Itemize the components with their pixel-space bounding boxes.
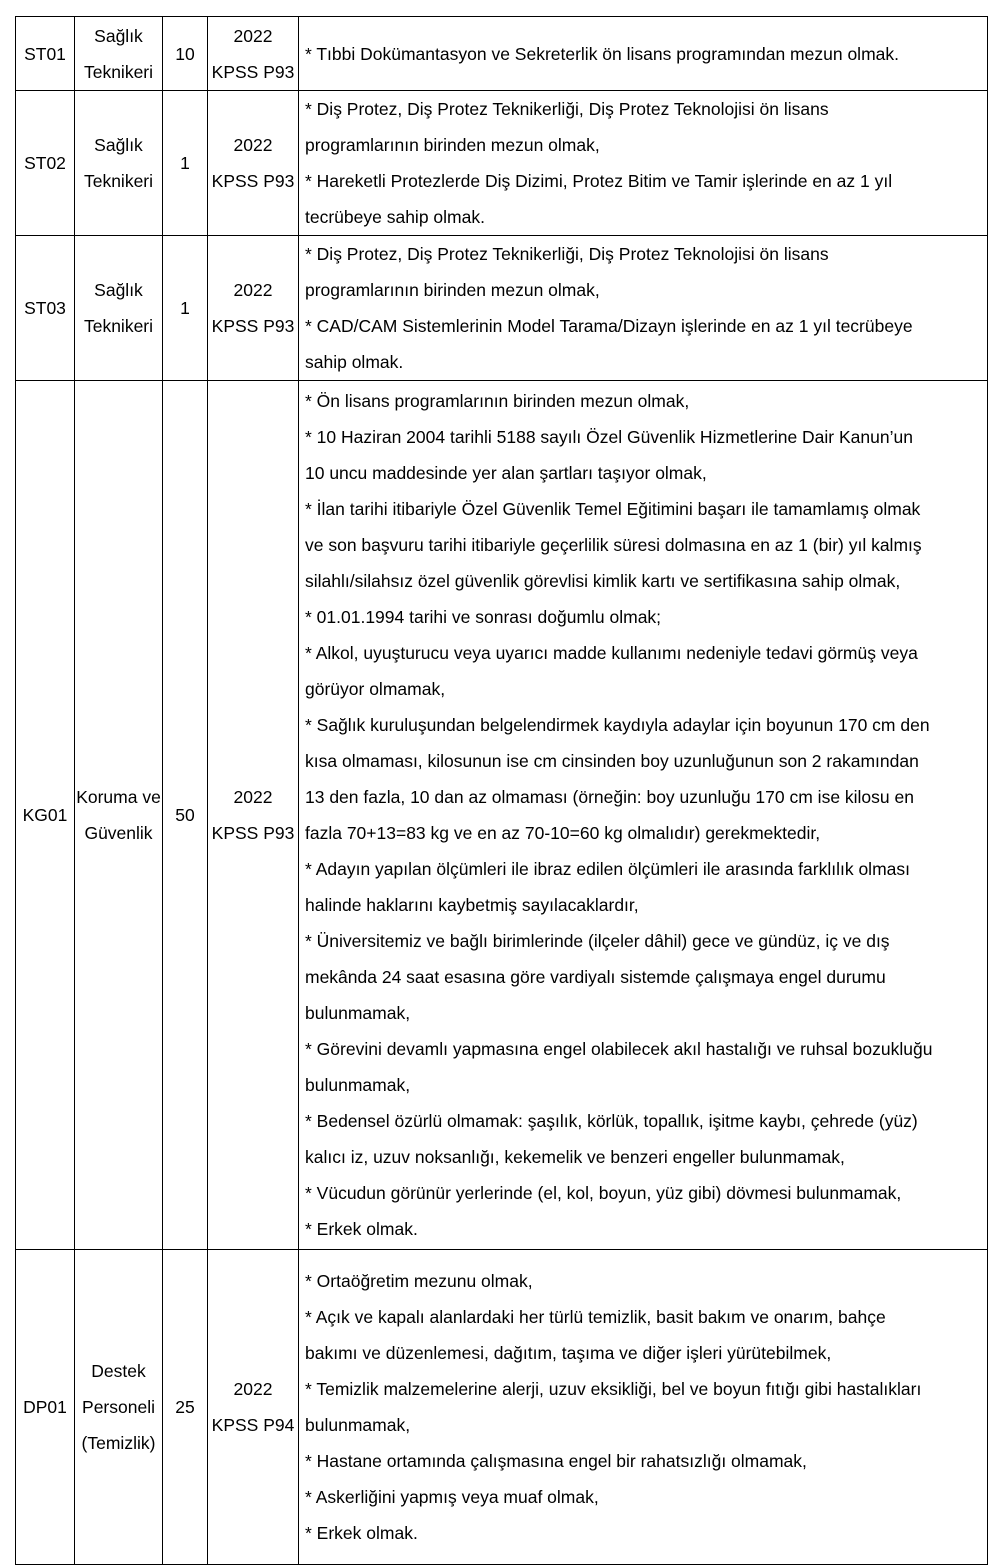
- exam-type-cell: [208, 1250, 299, 1565]
- position-code-cell: [16, 381, 75, 1250]
- position-count-cell: [163, 1250, 208, 1565]
- position-code: ST01: [24, 43, 66, 64]
- position-code-cell: [16, 17, 75, 91]
- position-count-cell: [163, 17, 208, 91]
- requirements-cell: [299, 17, 988, 91]
- requirement-line: görüyor olmamak,: [305, 679, 446, 699]
- position-title-line: Sağlık: [94, 135, 143, 155]
- requirements-cell: [299, 91, 988, 236]
- requirement-line: 13 den fazla, 10 dan az olmaması (örneğin: boy uzunluğu 170 cm ise kilosu en: [305, 787, 914, 807]
- requirement-line: * Hareketli Protezlerde Diş Dizimi, Protez Bitim ve Tamir işlerinde en az 1 yıl: [305, 171, 893, 191]
- requirement-line: * Ortaöğretim mezunu olmak,: [305, 1271, 533, 1291]
- requirement-line: * 10 Haziran 2004 tarihli 5188 sayılı Özel Güvenlik Hizmetlerine Dair Kanun’un: [305, 427, 913, 447]
- position-count: 25: [175, 1397, 195, 1417]
- exam-type-line: 2022: [233, 25, 273, 46]
- requirement-line: bulunmamak,: [305, 1415, 411, 1435]
- position-title-cell: [75, 91, 163, 236]
- position-title-line: Destek: [91, 1361, 146, 1381]
- exam-type-line: KPSS P94: [211, 1415, 295, 1435]
- requirement-line: kalıcı iz, uzuv noksanlığı, kekemelik ve benzeri engeller bulunmamak,: [305, 1147, 845, 1167]
- requirement-line: * Açık ve kapalı alanlardaki her türlü temizlik, basit bakım ve onarım, bahçe: [305, 1307, 886, 1327]
- position-title-cell: [75, 17, 163, 91]
- requirement-line: ve son başvuru tarihi itibariyle geçerlilik süresi dolmasına en az 1 (bir) yıl kalmış: [305, 535, 922, 555]
- position-count: 10: [175, 43, 195, 64]
- position-count: 1: [180, 298, 190, 318]
- position-code: ST03: [24, 298, 66, 318]
- position-title-cell: [75, 381, 163, 1250]
- position-title-line: Koruma ve: [76, 787, 161, 807]
- requirement-line: * CAD/CAM Sistemlerinin Model Tarama/Dizayn işlerinde en az 1 yıl tecrübeye: [305, 316, 913, 336]
- position-count: 1: [180, 153, 190, 173]
- position-title-line: Teknikeri: [83, 316, 154, 336]
- exam-type-line: KPSS P93: [211, 171, 295, 191]
- requirement-line: * 01.01.1994 tarihi ve sonrası doğumlu olmak;: [305, 607, 662, 627]
- exam-type-line: 2022: [233, 787, 273, 807]
- position-title-line: Güvenlik: [84, 823, 153, 843]
- exam-type-line: 2022: [233, 1379, 273, 1399]
- requirement-line: tecrübeye sahip olmak.: [305, 207, 485, 227]
- position-title-line: Teknikeri: [83, 171, 154, 191]
- table-row: [16, 381, 988, 1250]
- requirement-line: * Hastane ortamında çalışmasına engel bir rahatsızlığı olmamak,: [305, 1451, 807, 1471]
- position-title-line: Sağlık: [94, 25, 143, 46]
- position-code-cell: [16, 236, 75, 381]
- requirement-line: sahip olmak.: [305, 352, 404, 372]
- exam-type-cell: [208, 17, 299, 91]
- position-code: KG01: [22, 805, 68, 825]
- positions-table: [15, 16, 988, 1565]
- table-row: [16, 236, 988, 381]
- requirement-line: * Erkek olmak.: [305, 1219, 418, 1239]
- exam-type-line: KPSS P93: [211, 61, 295, 82]
- requirement-line: silahlı/silahsız özel güvenlik görevlisi kimlik kartı ve sertifikasına sahip olmak,: [305, 571, 901, 591]
- table-row: [16, 91, 988, 236]
- exam-type-cell: [208, 236, 299, 381]
- requirement-line: * Diş Protez, Diş Protez Teknikerliği, Diş Protez Teknolojisi ön lisans: [305, 244, 829, 264]
- requirement-line: bakımı ve düzenlemesi, dağıtım, taşıma ve diğer işleri yürütebilmek,: [305, 1343, 832, 1363]
- position-title-line: (Temizlik): [81, 1433, 156, 1453]
- table-row: [16, 17, 988, 91]
- position-code: ST02: [24, 153, 66, 173]
- requirement-line: bulunmamak,: [305, 1003, 411, 1023]
- requirement-line: * Erkek olmak.: [305, 1523, 418, 1543]
- requirement-line: * Adayın yapılan ölçümleri ile ibraz edilen ölçümleri ile arasında farklılık olması: [305, 859, 910, 879]
- position-count: 50: [175, 805, 195, 825]
- exam-type-cell: [208, 381, 299, 1250]
- requirement-line: * Bedensel özürlü olmamak: şaşılık, körlük, topallık, işitme kaybı, çehrede (yüz): [305, 1111, 918, 1131]
- position-count-cell: [163, 381, 208, 1250]
- position-count-cell: [163, 91, 208, 236]
- position-title-cell: [75, 236, 163, 381]
- exam-type-line: KPSS P93: [211, 316, 295, 336]
- table-row: [16, 1250, 988, 1565]
- requirement-line: * Askerliğini yapmış veya muaf olmak,: [305, 1487, 599, 1507]
- requirement-line: * Vücudun görünür yerlerinde (el, kol, boyun, yüz gibi) dövmesi bulunmamak,: [305, 1183, 902, 1203]
- position-code-cell: [16, 1250, 75, 1565]
- requirement-line: * Tıbbi Dokümantasyon ve Sekreterlik ön lisans programından mezun olmak.: [305, 43, 899, 64]
- positions-table-body: [16, 17, 988, 1565]
- exam-type-line: 2022: [233, 135, 273, 155]
- requirements-cell: [299, 381, 988, 1250]
- requirement-line: * Alkol, uyuşturucu veya uyarıcı madde kullanımı nedeniyle tedavi görmüş veya: [305, 643, 918, 663]
- position-code: DP01: [23, 1397, 67, 1417]
- requirements-cell: [299, 236, 988, 381]
- requirement-line: programlarının birinden mezun olmak,: [305, 280, 600, 300]
- requirement-line: 10 uncu maddesinde yer alan şartları taşıyor olmak,: [305, 463, 707, 483]
- exam-type-line: 2022: [233, 280, 273, 300]
- requirement-line: fazla 70+13=83 kg ve en az 70-10=60 kg olmalıdır) gerekmektedir,: [305, 823, 821, 843]
- requirement-line: * Temizlik malzemelerine alerji, uzuv eksikliği, bel ve boyun fıtığı gibi hastalıkları: [305, 1379, 922, 1399]
- requirement-line: * Diş Protez, Diş Protez Teknikerliği, Diş Protez Teknolojisi ön lisans: [305, 99, 829, 119]
- requirement-line: kısa olmaması, kilosunun ise cm cinsinden boy uzunluğunun son 2 rakamından: [305, 751, 919, 771]
- position-title-line: Personeli: [82, 1397, 155, 1417]
- requirement-line: programlarının birinden mezun olmak,: [305, 135, 600, 155]
- requirement-line: * Görevini devamlı yapmasına engel olabilecek akıl hastalığı ve ruhsal bozukluğu: [305, 1039, 933, 1059]
- exam-type-cell: [208, 91, 299, 236]
- position-title-line: Teknikeri: [83, 61, 154, 82]
- requirement-line: * Ön lisans programlarının birinden mezun olmak,: [305, 391, 690, 411]
- requirement-line: mekânda 24 saat esasına göre vardiyalı sistemde çalışmaya engel durumu: [305, 967, 886, 987]
- requirement-line: * Sağlık kuruluşundan belgelendirmek kaydıyla adaylar için boyunun 170 cm den: [305, 715, 930, 735]
- requirement-line: bulunmamak,: [305, 1075, 411, 1095]
- position-title-line: Sağlık: [94, 280, 143, 300]
- position-count-cell: [163, 236, 208, 381]
- requirement-line: * Üniversitemiz ve bağlı birimlerinde (ilçeler dâhil) gece ve gündüz, iç ve dış: [305, 931, 890, 951]
- position-code-cell: [16, 91, 75, 236]
- requirement-line: * İlan tarihi itibariyle Özel Güvenlik Temel Eğitimini başarı ile tamamlamış olmak: [305, 499, 921, 519]
- exam-type-line: KPSS P93: [211, 823, 295, 843]
- requirements-cell: [299, 1250, 988, 1565]
- requirement-line: halinde haklarını kaybetmiş sayılacaklardır,: [305, 895, 639, 915]
- position-title-cell: [75, 1250, 163, 1565]
